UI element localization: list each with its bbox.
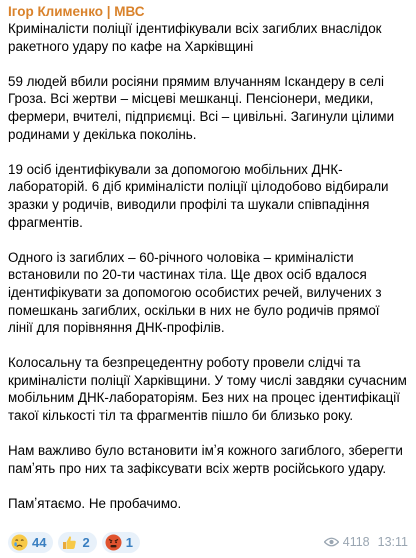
post-paragraph-6: Нам важливо було встановити імʼя кожного загиблого, зберегти памʼять про них та зафіксувати всіх жертв російського удару. <box>8 443 403 476</box>
reaction-count: 1 <box>125 534 133 550</box>
reaction-angry[interactable] <box>102 532 140 553</box>
post-paragraph-2: 59 людей вбили росіяни прямим влучанням Іскандеру в селі Гроза. Всі жертви – місцеві мешканці. Пенсіонери, медики, фермери, вчителі, підприємці. Всі – цивільні. Загинули цілими родинами у декілька поколінь. <box>8 73 395 142</box>
reaction-count: 44 <box>32 534 47 550</box>
post-text <box>8 20 408 513</box>
reaction-thumbs-up[interactable] <box>58 532 96 553</box>
eye-icon <box>324 537 339 547</box>
crying-face-icon <box>11 534 28 551</box>
post-meta <box>324 535 408 549</box>
post-footer <box>8 531 408 553</box>
post-author[interactable]: Ігор Клименко | МВС <box>8 4 145 19</box>
post-paragraph-3: 19 осіб ідентифікували за допомогою мобільних ДНК-лабораторій. 6 діб криміналісти поліції цілодобово відбирали зразки у родичів, виводили профілі та шукали співпадіння фрагментів. <box>8 161 389 230</box>
angry-face-icon <box>105 534 122 551</box>
post-time: 13:11 <box>377 535 408 549</box>
reaction-crying[interactable] <box>8 532 53 553</box>
post-paragraph-5: Колосальну та безпрецедентну роботу провели слідчі та криміналісти поліції Харківщини. У тому числі завдяки сучасним мобільним ДНК-лабораторіям. Без них на процес ідентифікації такої кількості тіл та фрагментів пішло би близько року. <box>8 355 407 424</box>
post-paragraph-7: Памʼятаємо. Не пробачимо. <box>8 496 182 512</box>
thumbs-up-icon <box>61 534 78 551</box>
view-count: 4118 <box>342 535 370 549</box>
reaction-count: 2 <box>82 534 90 550</box>
post-paragraph-1: Криміналісти поліції ідентифікували всіх загиблих внаслідок ракетного удару по кафе на Харківщині <box>8 21 382 54</box>
post-paragraph-4: Одного із загиблих – 60-річного чоловіка – криміналісти встановили по 20-ти частинах тіла. Ще двох осіб вдалося ідентифікувати за допомогою особистих речей, вилучених з помешкань загиблих, оскільки в них не було родичів прямої лінії для порівняння ДНК-профілів. <box>8 249 382 336</box>
